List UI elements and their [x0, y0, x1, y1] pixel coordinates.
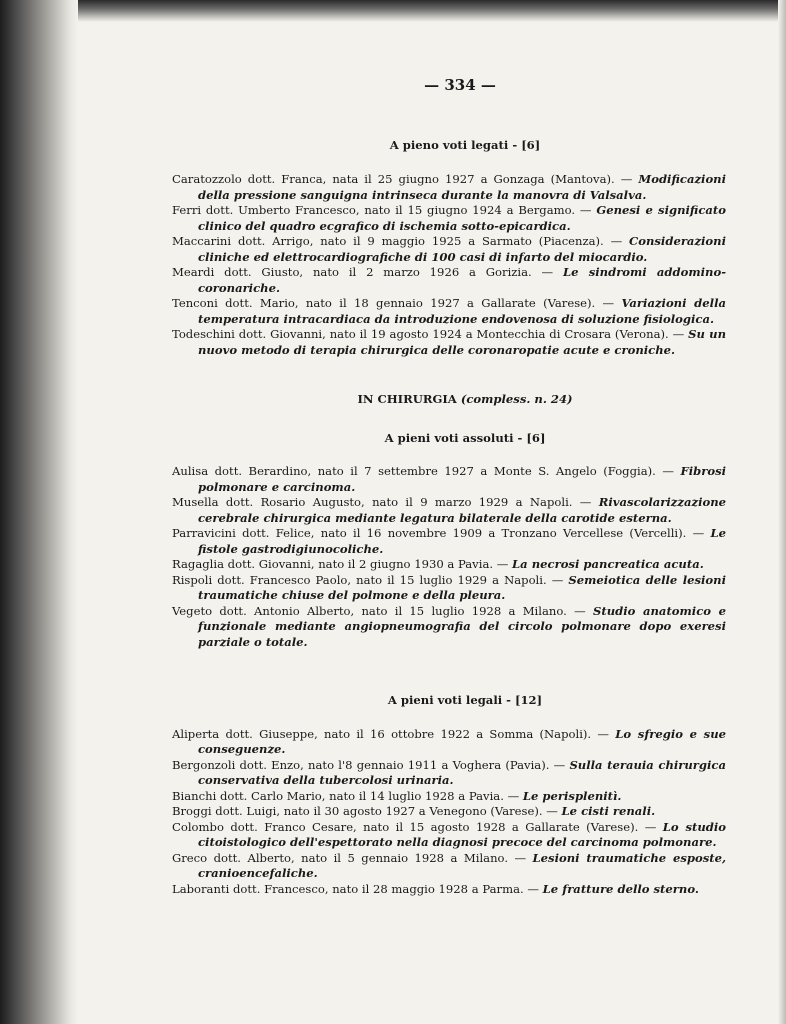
list-item: Ferri dott. Umberto Francesco, nato il 15 giugno 1924 a Bergamo. — Genesi e significato clinico del quadro ecgrafico di ischemia sotto-epicardica.: [172, 203, 726, 233]
list-item: Colombo dott. Franco Cesare, nato il 15 agosto 1928 a Gallarate (Varese). — Lo studio citoistologico dell'espettorato nella diagnosi precoce del carcinoma polmonare.: [172, 819, 727, 849]
list-item: Tenconi dott. Mario, nato il 18 gennaio 1927 a Gallarate (Varese). — Variazioni della temperatura intracardiaca da introduzione endovenosa di soluzione fisiologica.: [172, 296, 726, 326]
scan-right-edge: [778, 0, 786, 1024]
scan-binding-edge: [0, 0, 78, 1024]
section-heading-legali: A pieni voti legali - [12]: [387, 693, 543, 707]
list-item: Vegeto dott. Antonio Alberto, nato il 15 luglio 1928 a Milano. — Studio anatomico e funzionale mediante angiopneumografia del circolo polmonare dopo exeresi parziale o totale.: [172, 603, 727, 649]
page-number: — 334 —: [424, 76, 496, 94]
entry-list-legali: [164, 727, 726, 898]
list-item: Aliperta dott. Giuseppe, nato il 16 ottobre 1922 a Somma (Napoli). — Lo sfregio e sue conseguenze.: [172, 726, 726, 756]
list-item: Aulisa dott. Berardino, nato il 7 settembre 1927 a Monte S. Angelo (Foggia). — Fibrosi polmonare e carcinoma.: [172, 464, 727, 494]
division-heading: IN CHIRURGIA (compless. n. 24): [357, 392, 573, 406]
document-page: [164, 78, 726, 897]
list-item: Parravicini dott. Felice, nato il 16 novembre 1909 a Tronzano Vercellese (Vercelli). — Le fistole gastrodigiunocoliche.: [172, 526, 726, 556]
list-item: Musella dott. Rosario Augusto, nato il 9 marzo 1929 a Napoli. — Rivascolarizzazione cerebrale chirurgica mediante legatura bilaterale della carotide esterna.: [172, 495, 727, 525]
list-item: Greco dott. Alberto, nato il 5 gennaio 1928 a Milano. — Lesioni traumatiche esposte, cranioencefaliche.: [172, 850, 726, 880]
list-item: Maccarini dott. Arrigo, nato il 9 maggio 1925 a Sarmato (Piacenza). — Considerazioni cliniche ed elettrocardiografiche di 100 casi di infarto del miocardio.: [172, 234, 726, 264]
entry-list-assoluti: [164, 464, 726, 650]
entry-list-legati: [164, 172, 726, 358]
scan-top-edge: [0, 0, 786, 22]
list-item: Ragaglia dott. Giovanni, nato il 2 giugno 1930 a Pavia. — La necrosi pancreatica acuta.: [172, 557, 704, 571]
section-heading-legati: A pieno voti legati - [6]: [389, 137, 541, 152]
list-item: Laboranti dott. Francesco, nato il 28 maggio 1928 a Parma. — Le fratture dello sterno.: [172, 881, 699, 896]
list-item: Bergonzoli dott. Enzo, nato l'8 gennaio 1911 a Voghera (Pavia). — Sulla terauia chirurgica conservativa della tubercolosi urinaria.: [172, 757, 727, 787]
list-item: Caratozzolo dott. Franca, nata il 25 giugno 1927 a Gonzaga (Mantova). — Modificazioni della pressione sanguigna intrinseca durante la manovra di Valsalva.: [172, 172, 727, 202]
list-item: Rispoli dott. Francesco Paolo, nato il 15 luglio 1929 a Napoli. — Semeiotica delle lesioni traumatiche chiuse del polmone e della pleura.: [172, 572, 727, 602]
list-item: Broggi dott. Luigi, nato il 30 agosto 1927 a Venegono (Varese). — Le cisti renali.: [172, 804, 656, 818]
list-item: Meardi dott. Giusto, nato il 2 marzo 1926 a Gorizia. — Le sindromi addomino-coronariche.: [172, 265, 727, 295]
list-item: Todeschini dott. Giovanni, nato il 19 agosto 1924 a Montecchia di Crosara (Verona). — Su un nuovo metodo di terapia chirurgica delle coronaropatie acute e croniche.: [172, 327, 727, 357]
list-item: Bianchi dott. Carlo Mario, nato il 14 luglio 1928 a Pavia. — Le perisplenitì.: [172, 788, 622, 803]
section-heading-assoluti: A pieni voti assoluti - [6]: [384, 430, 546, 445]
